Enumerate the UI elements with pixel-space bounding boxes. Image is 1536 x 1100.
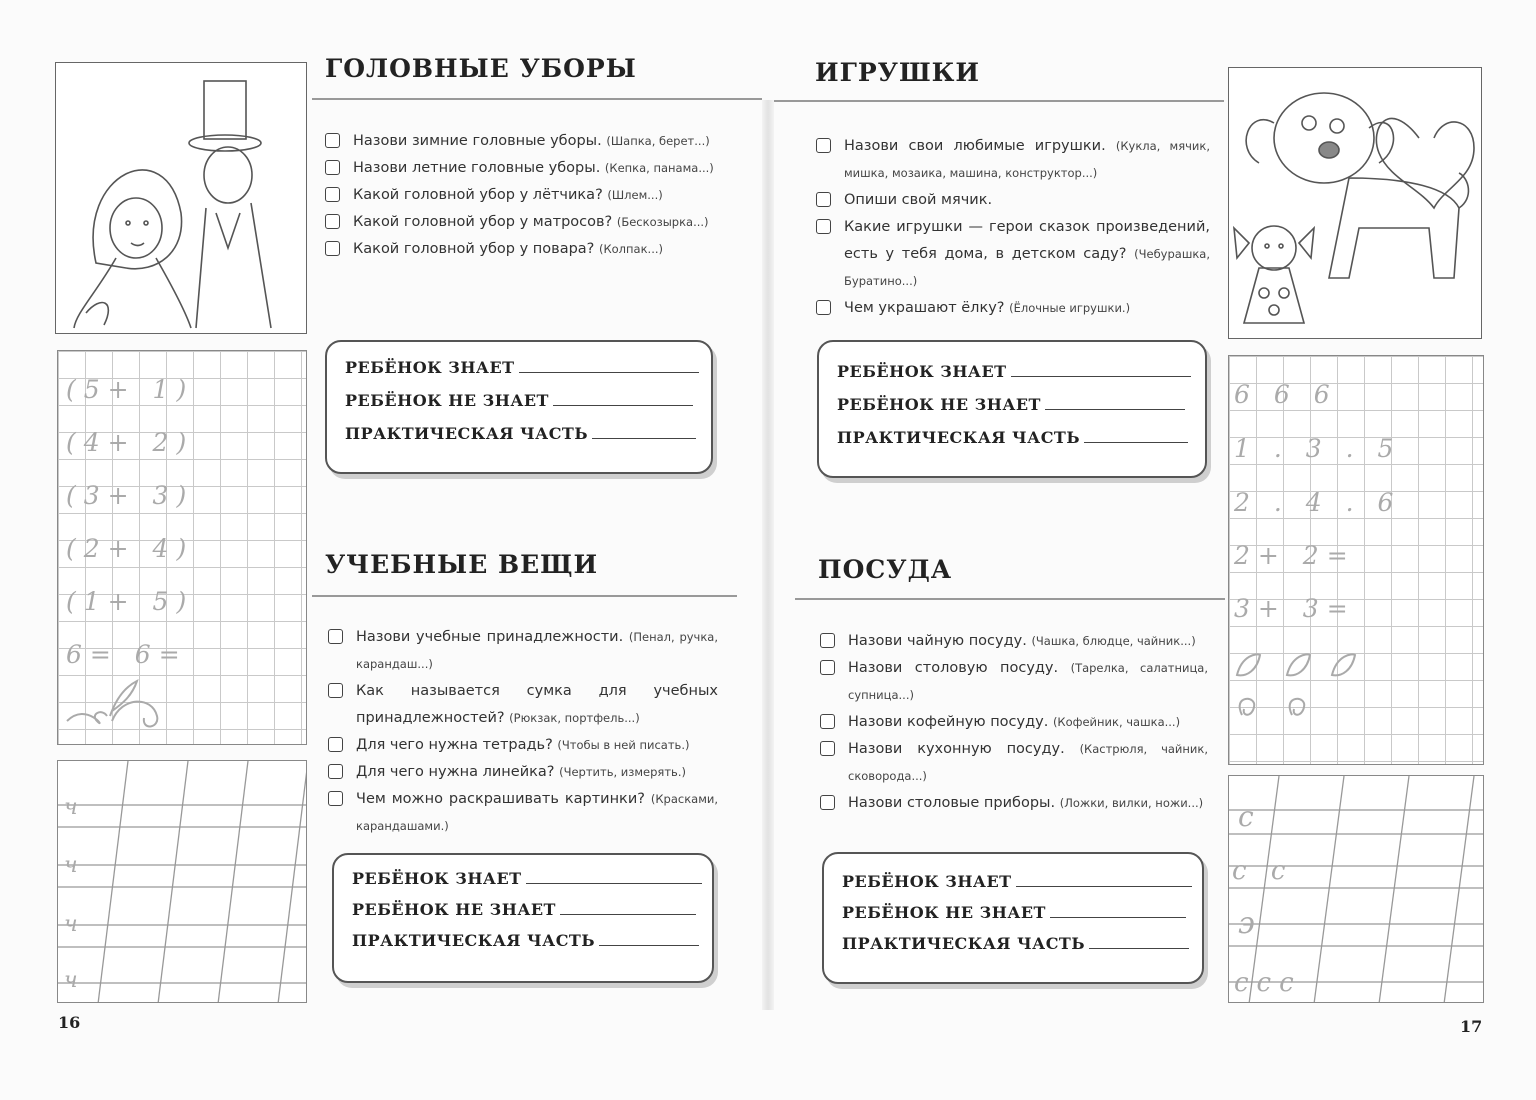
answer-blank[interactable] [1084,428,1188,443]
assessment-practical: ПРАКТИЧЕСКАЯ ЧАСТЬ [842,934,1202,965]
section-divider [795,598,1225,600]
grid-exercise: (3+ 3) [66,481,195,510]
line-exercise: э [1238,906,1263,941]
checkbox[interactable] [820,633,835,648]
grid-exercise: (2+ 4) [66,534,195,563]
answer-blank[interactable] [1089,934,1189,949]
answer-blank[interactable] [599,931,699,946]
book-spine [762,100,774,1010]
checkbox[interactable] [820,660,835,675]
checkbox[interactable] [328,791,343,806]
list-item: Для чего нужна линейка? (Чертить, измерять.) [328,759,718,786]
list-item: Чем можно раскрашивать картинки? (Красками, карандашами.) [328,786,718,840]
list-item: Для чего нужна тетрадь? (Чтобы в ней писать.) [328,732,718,759]
checkbox[interactable] [325,241,340,256]
list-item: Назови зимние головные уборы. (Шапка, берет...) [325,128,717,155]
line-exercise: с с [1232,856,1294,886]
answer-blank[interactable] [1011,362,1191,377]
list-item: Чем украшают ёлку? (Ёлочные игрушки.) [816,295,1210,322]
line-exercise: ч [64,853,86,878]
assessment-box [822,852,1204,984]
checkbox[interactable] [820,795,835,810]
list-item: Какой головной убор у повара? (Колпак...) [325,236,717,263]
assessment-practical: ПРАКТИЧЕСКАЯ ЧАСТЬ [345,424,711,457]
list-item: Какие игрушки — герои сказок произведений, есть у тебя дома, в детском саду? (Чебурашка, Буратино...) [816,214,1210,295]
answer-blank[interactable] [519,358,699,373]
checkbox[interactable] [328,629,343,644]
checkbox[interactable] [820,741,835,756]
assessment-not-knows: РЕБЁНОК НЕ ЗНАЕТ [837,395,1205,428]
checkbox[interactable] [816,192,831,207]
list-item: Назови кофейную посуду. (Кофейник, чашка...) [820,709,1208,736]
section-title-hats: ГОЛОВНЫЕ УБОРЫ [325,54,637,83]
section-divider [774,100,1224,102]
list-item: Назови летние головные уборы. (Кепка, панама...) [325,155,717,182]
grid-exercise: 2+ 2= [1234,541,1356,570]
checkbox[interactable] [325,160,340,175]
assessment-not-knows: РЕБЁНОК НЕ ЗНАЕТ [345,391,711,424]
toys-illustration [1228,67,1482,339]
question-list-hats [325,128,717,263]
lady-and-gentleman-drawing [56,63,305,332]
assessment-practical: ПРАКТИЧЕСКАЯ ЧАСТЬ [837,428,1205,461]
list-item: Назови учебные принадлежности. (Пенал, ручка, карандаш...) [328,624,718,678]
grid-exercise: (4+ 2) [66,428,195,457]
page-number-right: 17 [1460,1017,1483,1036]
grid-exercise: 3+ 3= [1234,594,1356,623]
question-list-school-items [328,624,718,840]
assessment-box [817,340,1207,478]
question-list-dishes [820,628,1208,817]
grid-exercise: (5+ 1) [66,375,195,404]
list-item: Назови кухонную посуду. (Кастрюля, чайник, сковорода...) [820,736,1208,790]
checkbox[interactable] [816,300,831,315]
section-title-toys: ИГРУШКИ [815,58,981,87]
checkbox[interactable] [816,219,831,234]
answer-blank[interactable] [1045,395,1185,410]
list-item: Как называется сумка для учебных принадлежностей? (Рюкзак, портфель...) [328,678,718,732]
question-list-toys [816,133,1210,322]
list-item: Опиши свой мячик. [816,187,1210,214]
answer-blank[interactable] [553,391,693,406]
list-item: Назови чайную посуду. (Чашка, блюдце, чайник...) [820,628,1208,655]
swirl-ornament-icon [62,676,172,736]
section-divider [312,595,737,597]
checkbox[interactable] [328,764,343,779]
line-exercise: с [1238,800,1262,833]
leaf-ornaments-icon [1232,645,1372,725]
assessment-not-knows: РЕБЁНОК НЕ ЗНАЕТ [842,903,1202,934]
dog-doll-heart-drawing [1229,68,1480,337]
section-title-school-items: УЧЕБНЫЕ ВЕЩИ [325,550,599,579]
assessment-knows: РЕБЁНОК ЗНАЕТ [345,358,711,391]
answer-blank[interactable] [560,900,696,915]
grid-exercise: (1+ 5) [66,587,195,616]
answer-blank[interactable] [526,869,702,884]
assessment-not-knows: РЕБЁНОК НЕ ЗНАЕТ [352,900,712,931]
list-item: Назови свои любимые игрушки. (Кукла, мячик, мишка, мозаика, машина, конструктор...) [816,133,1210,187]
section-title-dishes: ПОСУДА [818,555,953,584]
assessment-box [332,853,714,983]
checkbox[interactable] [328,737,343,752]
answer-blank[interactable] [592,424,696,439]
assessment-knows: РЕБЁНОК ЗНАЕТ [352,869,712,900]
line-exercise: ссс [1234,968,1302,998]
handwriting-lines-left [57,760,307,1003]
checkbox[interactable] [328,683,343,698]
list-item: Назови столовые приборы. (Ложки, вилки, ножи...) [820,790,1208,817]
grid-exercise: 2 . 4 . 6 [1234,488,1402,517]
grid-exercise: 6= 6= [66,640,188,669]
assessment-practical: ПРАКТИЧЕСКАЯ ЧАСТЬ [352,931,712,962]
checkbox[interactable] [816,138,831,153]
list-item: Какой головной убор у лётчика? (Шлем...) [325,182,717,209]
list-item: Назови столовую посуду. (Тарелка, салатница, супница...) [820,655,1208,709]
assessment-knows: РЕБЁНОК ЗНАЕТ [837,362,1205,395]
assessment-knows: РЕБЁНОК ЗНАЕТ [842,872,1202,903]
answer-blank[interactable] [1016,872,1192,887]
grid-exercise: 6 6 6 [1234,380,1338,409]
section-divider [312,98,762,100]
line-exercise: ч [64,795,86,820]
checkbox[interactable] [325,133,340,148]
checkbox[interactable] [325,187,340,202]
page-number-left: 16 [58,1013,81,1032]
line-exercise: ч [64,912,86,937]
answer-blank[interactable] [1050,903,1186,918]
grid-exercise: 1 . 3 . 5 [1234,434,1402,463]
checkbox[interactable] [325,214,340,229]
checkbox[interactable] [820,714,835,729]
assessment-box [325,340,713,474]
list-item: Какой головной убор у матросов? (Бескозырка...) [325,209,717,236]
hats-illustration [55,62,307,334]
line-exercise: ч [64,968,86,993]
slanted-lines [58,761,307,1003]
